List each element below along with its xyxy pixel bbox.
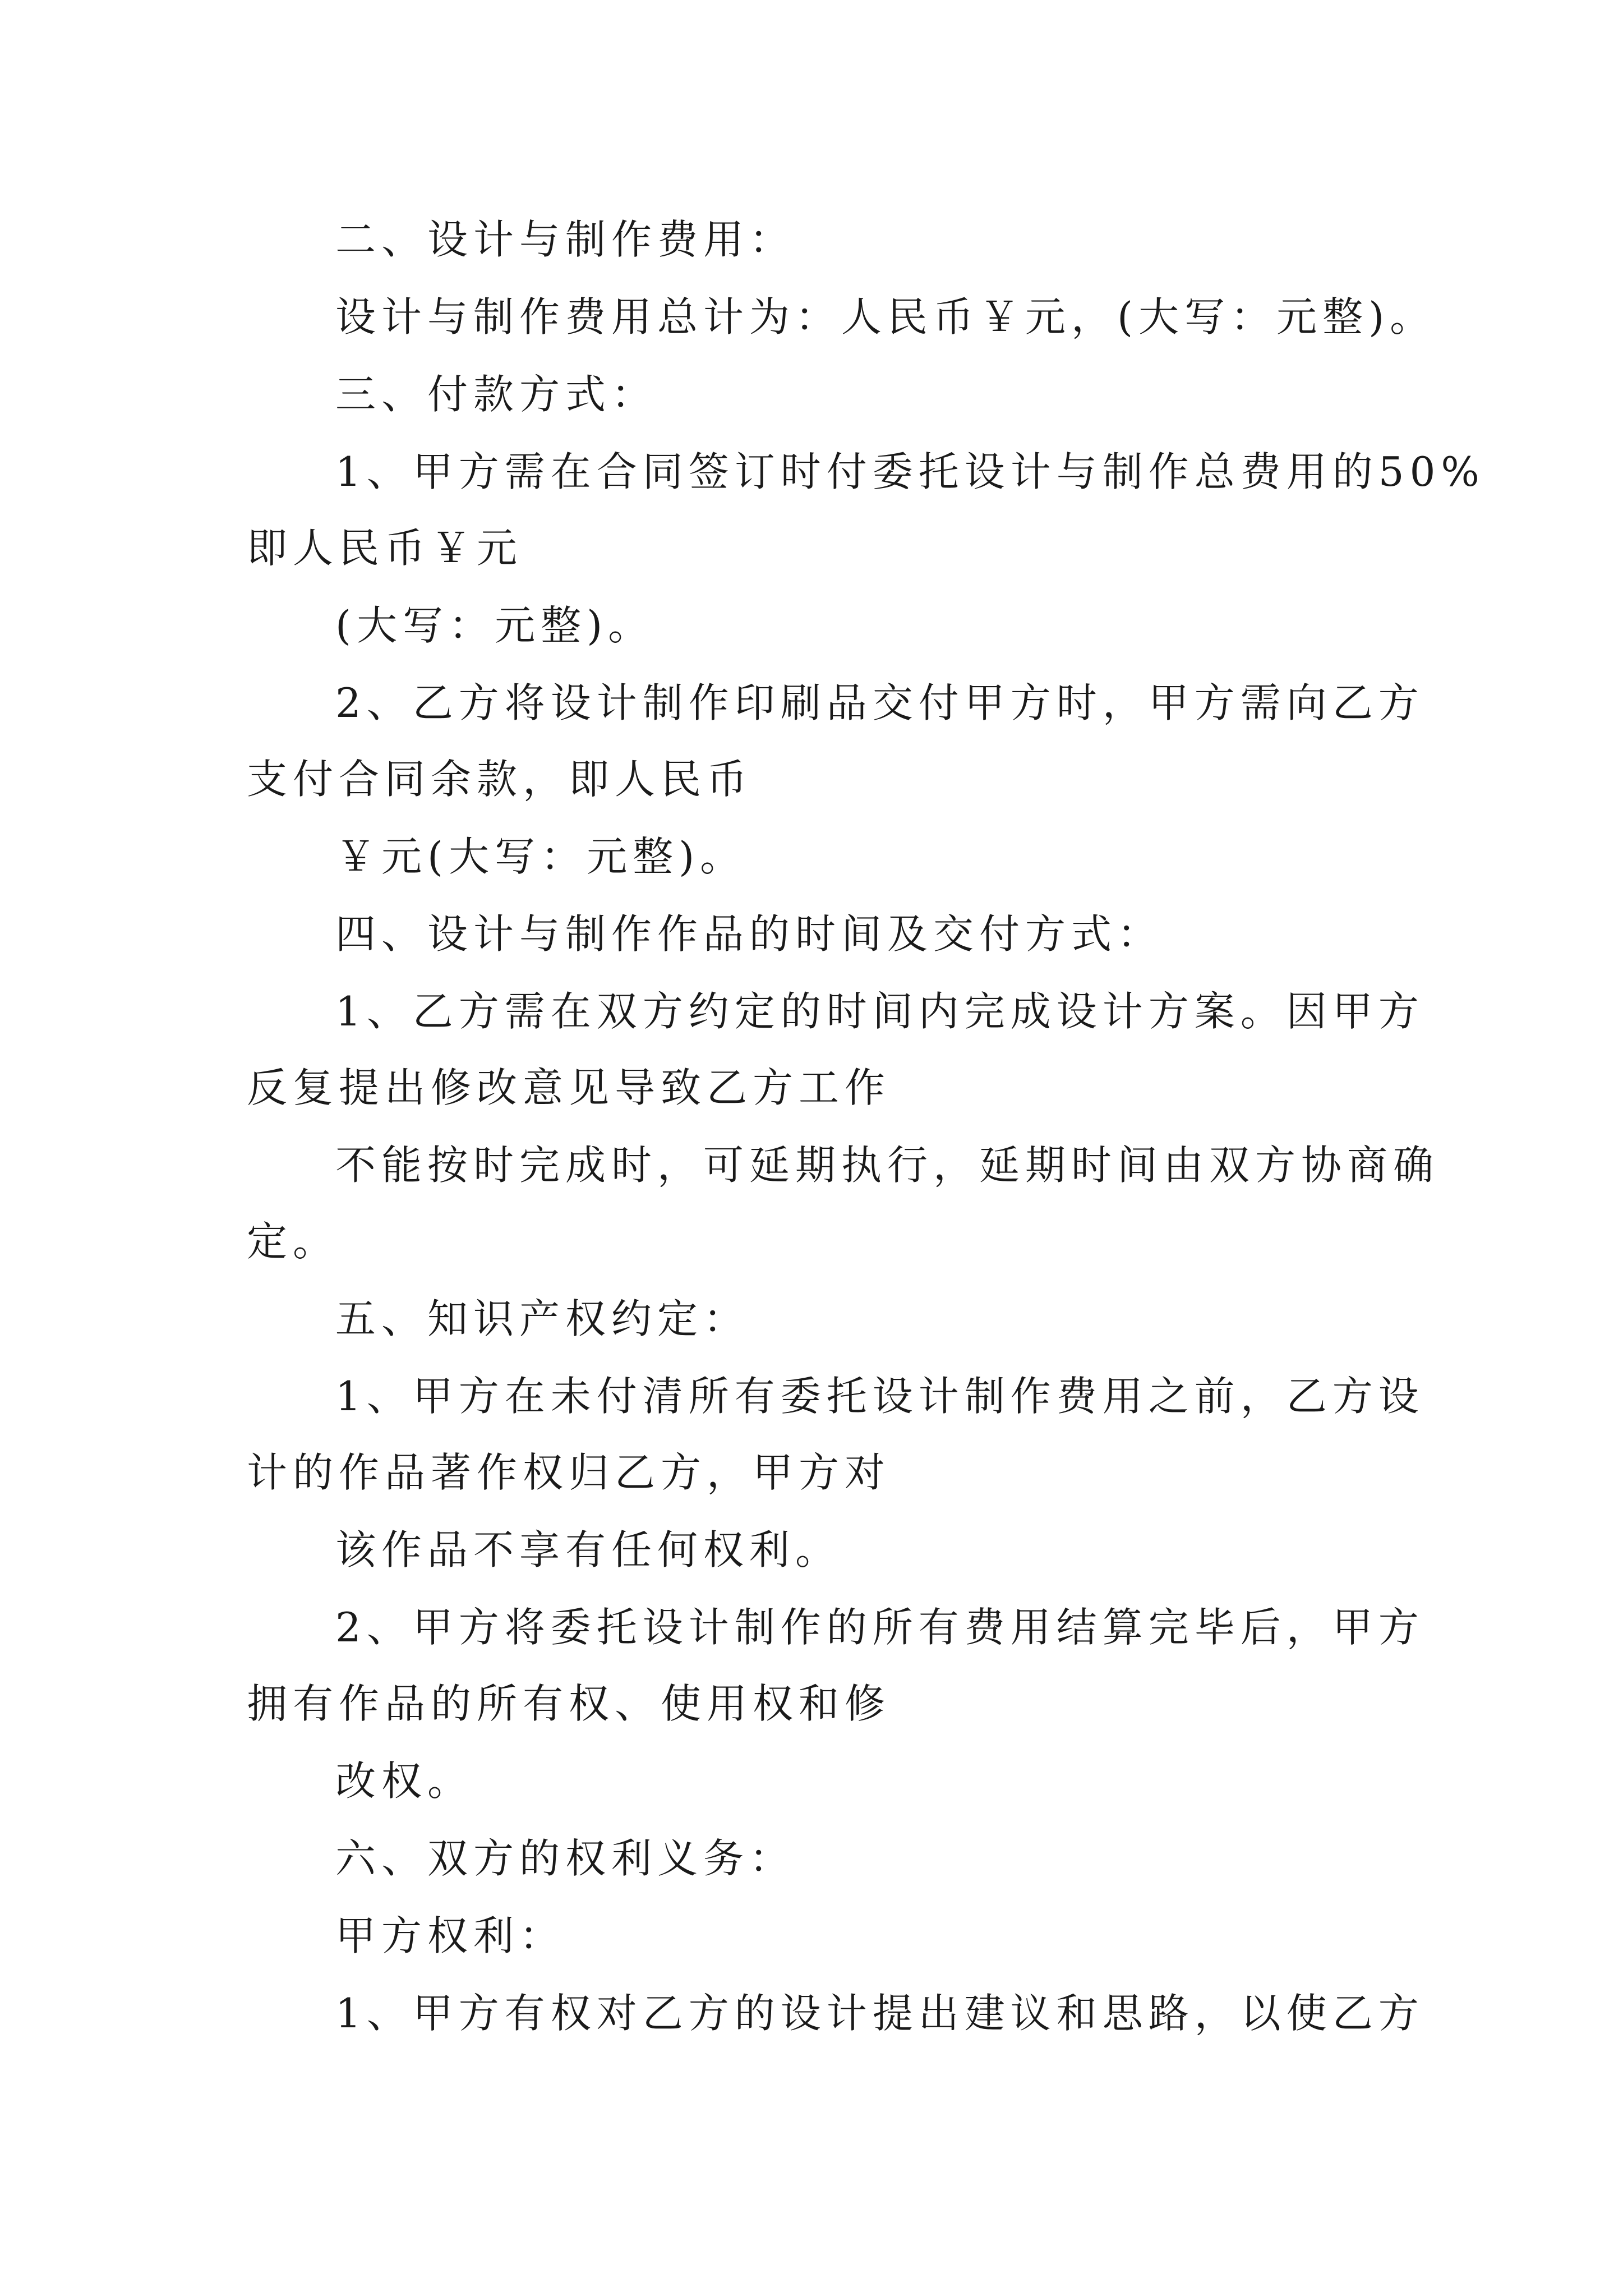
payment-item-2-line-1: 2、乙方将设计制作印刷品交付甲方时，甲方需向乙方 bbox=[335, 679, 1424, 726]
ip-item-2-line-3: 改权。 bbox=[335, 1757, 474, 1805]
ip-item-1-line-1: 1、甲方在未付清所有委托设计制作费用之前，乙方设 bbox=[335, 1373, 1424, 1420]
ip-item-2-line-2: 拥有作品的所有权、使用权和修 bbox=[247, 1680, 891, 1727]
payment-item-1-line-2: 即人民币￥元 bbox=[247, 524, 523, 572]
fees-total-paragraph: 设计与制作费用总计为：人民币￥元，(大写：元整)。 bbox=[335, 293, 1436, 341]
payment-item-2-line-3: ￥元(大写：元整)。 bbox=[335, 833, 746, 880]
payment-item-2-line-2: 支付合同余款，即人民币 bbox=[247, 756, 753, 803]
ip-item-1-line-3: 该作品不享有任何权利。 bbox=[335, 1526, 842, 1573]
payment-item-1-line-1: 1、甲方需在合同签订时付委托设计与制作总费用的50% bbox=[335, 448, 1485, 495]
delivery-item-1-line-3: 不能按时完成时，可延期执行，延期时间由双方协商确 bbox=[335, 1142, 1440, 1189]
section-heading-payment: 三、付款方式： bbox=[335, 371, 658, 418]
section-heading-fees: 二、设计与制作费用： bbox=[335, 216, 796, 263]
delivery-item-1-line-1: 1、乙方需在双方约定的时间内完成设计方案。因甲方 bbox=[335, 988, 1424, 1035]
payment-item-1-line-3: (大写：元整)。 bbox=[335, 602, 654, 649]
delivery-item-1-line-2: 反复提出修改意见导致乙方工作 bbox=[247, 1064, 891, 1111]
subheading-party-a-rights: 甲方权利： bbox=[335, 1912, 566, 1959]
ip-item-2-line-1: 2、甲方将委托设计制作的所有费用结算完毕后，甲方 bbox=[335, 1604, 1424, 1651]
delivery-item-1-line-4: 定。 bbox=[247, 1218, 339, 1265]
section-heading-rights: 六、双方的权利义务： bbox=[335, 1835, 796, 1882]
party-a-rights-item-1-line-1: 1、甲方有权对乙方的设计提出建议和思路，以使乙方 bbox=[335, 1990, 1424, 2037]
ip-item-1-line-2: 计的作品著作权归乙方，甲方对 bbox=[247, 1449, 891, 1496]
section-heading-delivery: 四、设计与制作作品的时间及交付方式： bbox=[335, 910, 1164, 958]
section-heading-ip: 五、知识产权约定： bbox=[335, 1295, 750, 1342]
